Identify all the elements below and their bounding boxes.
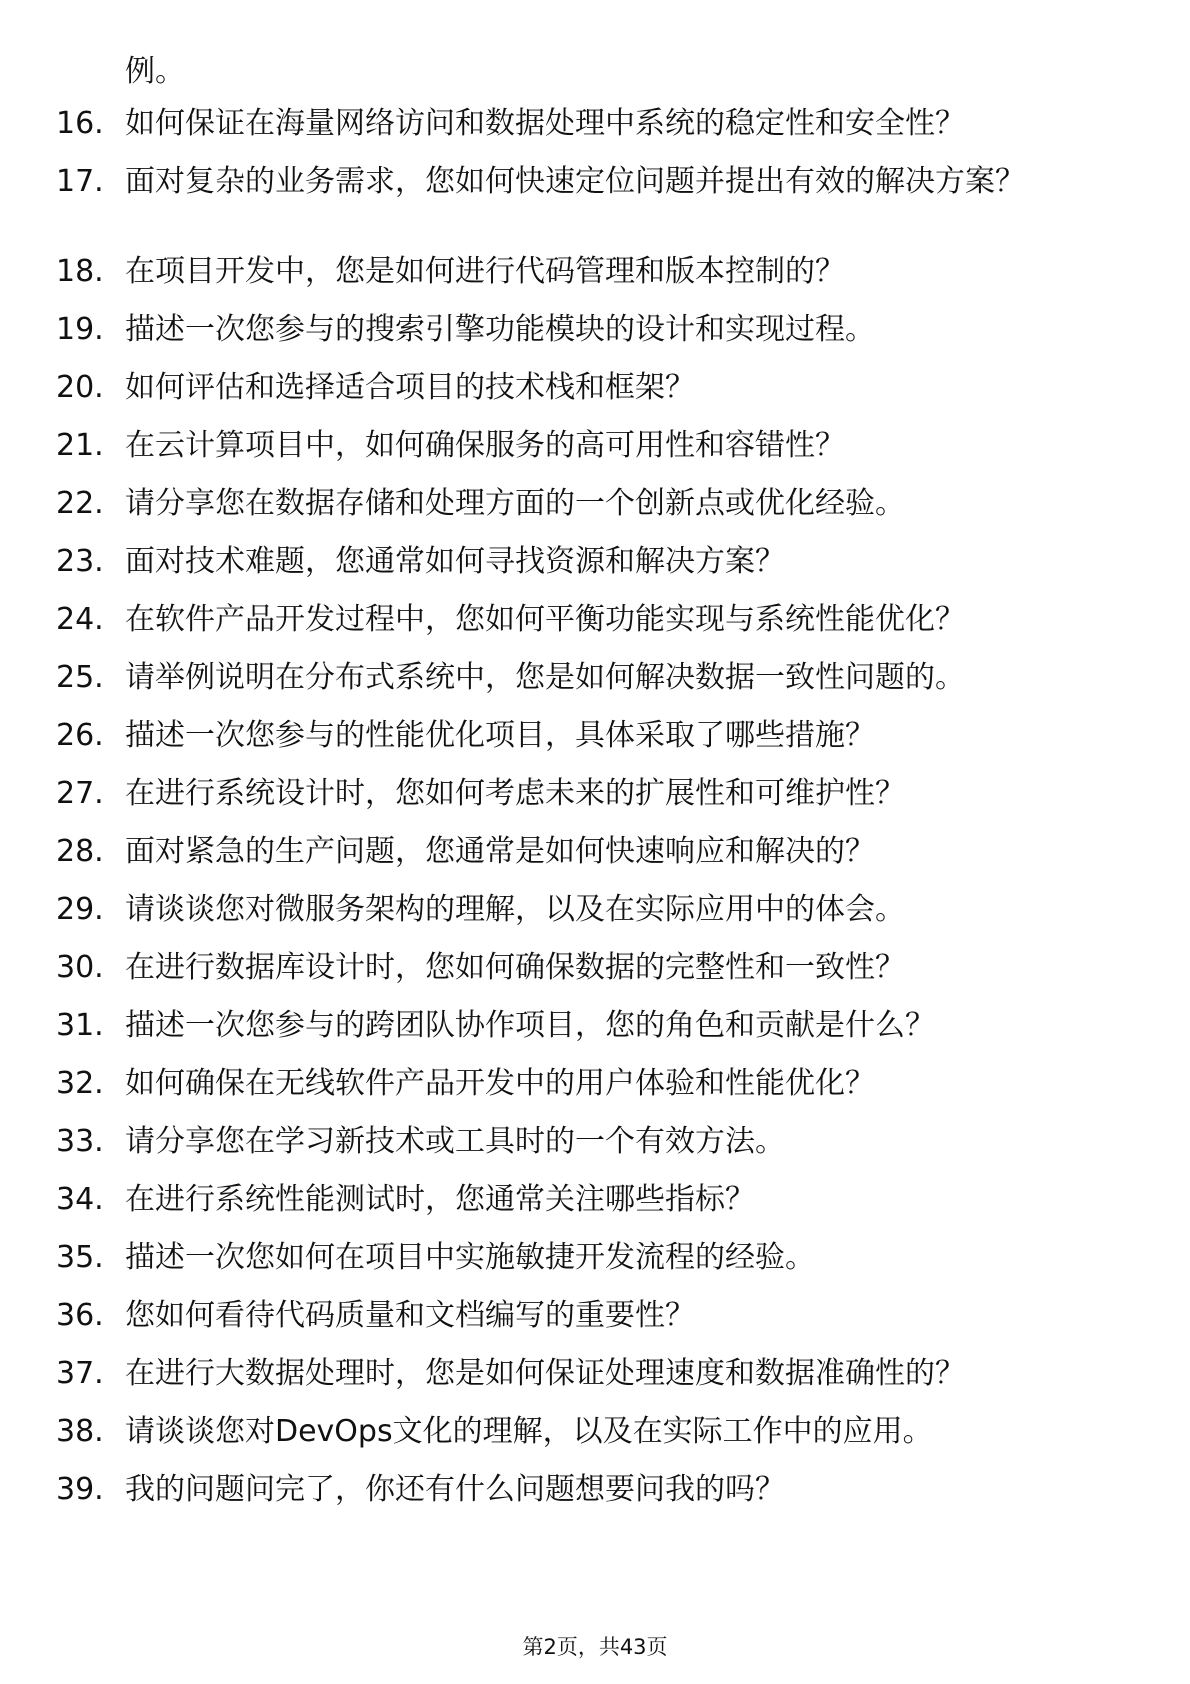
question-text: 请分享您在学习新技术或工具时的一个有效方法。 [125, 1124, 785, 1159]
question-text: 如何评估和选择适合项目的技术栈和框架？ [125, 370, 695, 405]
question-text: 请谈谈您对DevOps文化的理解，以及在实际工作中的应用。 [125, 1414, 933, 1449]
question-number: 20. [56, 370, 104, 405]
question-text: 如何保证在海量网络访问和数据处理中系统的稳定性和安全性？ [125, 106, 965, 141]
question-number: 39. [56, 1472, 104, 1507]
question-text: 我的问题问完了，你还有什么问题想要问我的吗？ [125, 1472, 785, 1507]
question-text: 面对紧急的生产问题，您通常是如何快速响应和解决的？ [125, 834, 875, 869]
question-number: 38. [56, 1414, 104, 1449]
continuation-text: 例。 [125, 54, 185, 89]
question-text: 描述一次您参与的搜索引擎功能模块的设计和实现过程。 [125, 312, 875, 347]
question-number: 24. [56, 602, 104, 637]
question-number: 36. [56, 1298, 104, 1333]
question-text: 描述一次您参与的性能优化项目，具体采取了哪些措施？ [125, 718, 875, 753]
question-text: 在进行大数据处理时，您是如何保证处理速度和数据准确性的？ [125, 1356, 965, 1391]
question-number: 27. [56, 776, 104, 811]
question-number: 22. [56, 486, 104, 521]
question-number: 23. [56, 544, 104, 579]
question-text: 在进行数据库设计时，您如何确保数据的完整性和一致性？ [125, 950, 905, 985]
question-number: 17. [56, 164, 104, 199]
question-number: 37. [56, 1356, 104, 1391]
question-text: 在进行系统设计时，您如何考虑未来的扩展性和可维护性？ [125, 776, 905, 811]
question-text: 描述一次您如何在项目中实施敏捷开发流程的经验。 [125, 1240, 815, 1275]
question-number: 28. [56, 834, 104, 869]
question-text: 在软件产品开发过程中，您如何平衡功能实现与系统性能优化？ [125, 602, 965, 637]
question-text: 在进行系统性能测试时，您通常关注哪些指标？ [125, 1182, 755, 1217]
page-footer: 第2页，共43页 [522, 1635, 668, 1659]
question-text: 请分享您在数据存储和处理方面的一个创新点或优化经验。 [125, 486, 905, 521]
question-text: 面对技术难题，您通常如何寻找资源和解决方案？ [125, 544, 785, 579]
question-number: 34. [56, 1182, 104, 1217]
question-number: 26. [56, 718, 104, 753]
question-text: 描述一次您参与的跨团队协作项目，您的角色和贡献是什么？ [125, 1008, 935, 1043]
question-text: 如何确保在无线软件产品开发中的用户体验和性能优化？ [125, 1066, 875, 1101]
question-text: 您如何看待代码质量和文档编写的重要性？ [125, 1298, 695, 1333]
question-number: 33. [56, 1124, 104, 1159]
question-number: 25. [56, 660, 104, 695]
question-text: 请谈谈您对微服务架构的理解，以及在实际应用中的体会。 [125, 892, 905, 927]
question-number: 31. [56, 1008, 104, 1043]
question-number: 16. [56, 106, 104, 141]
question-number: 21. [56, 428, 104, 463]
question-number: 29. [56, 892, 104, 927]
question-text: 面对复杂的业务需求，您如何快速定位问题并提出有效的解决方案？ [125, 164, 1025, 199]
question-number: 19. [56, 312, 104, 347]
question-number: 18. [56, 254, 104, 289]
question-number: 35. [56, 1240, 104, 1275]
question-number: 32. [56, 1066, 104, 1101]
question-text: 在项目开发中，您是如何进行代码管理和版本控制的？ [125, 254, 845, 289]
question-text: 请举例说明在分布式系统中，您是如何解决数据一致性问题的。 [125, 660, 965, 695]
question-text: 在云计算项目中，如何确保服务的高可用性和容错性？ [125, 428, 845, 463]
question-number: 30. [56, 950, 104, 985]
